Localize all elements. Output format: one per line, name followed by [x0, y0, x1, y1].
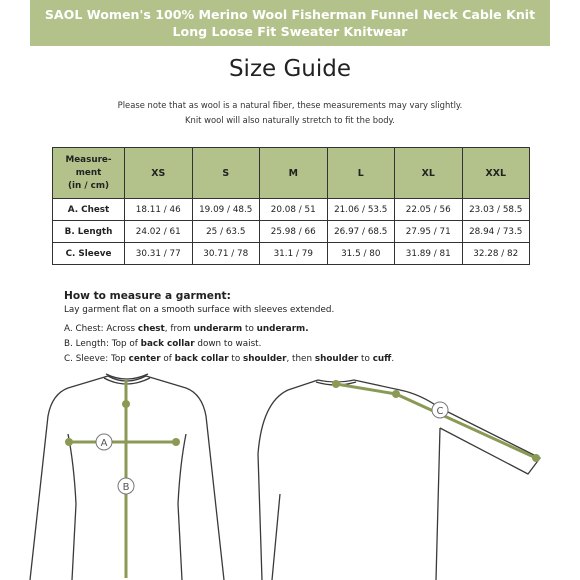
measure-line-length	[118, 380, 134, 578]
table-cell: 30.71 / 78	[192, 243, 260, 265]
instruction-keyword: underarm.	[256, 324, 309, 334]
table-cell: 28.94 / 73.5	[462, 221, 530, 243]
note-line-2: Knit wool will also naturally stretch to fit the body.	[185, 115, 395, 125]
size-header-m: M	[260, 148, 328, 199]
back-sweater-outline	[258, 380, 540, 580]
size-header-xxl: XXL	[462, 148, 530, 199]
instruction-keyword: shoulder	[243, 354, 287, 364]
size-header-xs: XS	[125, 148, 193, 199]
instruction-text: down to waist.	[194, 339, 262, 349]
table-cell: 20.08 / 51	[260, 199, 328, 221]
size-header-l: L	[327, 148, 395, 199]
row-label-length: B. Length	[53, 221, 125, 243]
instruction-keyword: underarm	[193, 324, 243, 334]
measure-line-sleeve	[332, 380, 540, 462]
measurement-note	[0, 98, 580, 128]
corner-line: ment	[75, 167, 102, 178]
size-header-row	[53, 148, 530, 199]
table-cell: 31.1 / 79	[260, 243, 328, 265]
instruction-text: , from	[164, 324, 194, 334]
how-to-heading: How to measure a garment:	[64, 290, 231, 302]
instruction-text: , then	[286, 354, 315, 364]
row-label-sleeve: C. Sleeve	[53, 243, 125, 265]
row-label-chest: A. Chest	[53, 199, 125, 221]
label-c: C	[436, 406, 444, 417]
size-chart-table	[52, 147, 530, 265]
how-to-measure-section	[64, 289, 524, 367]
size-header-xl: XL	[395, 148, 463, 199]
instruction-text: C. Sleeve: Top	[64, 354, 129, 364]
instruction-length	[64, 337, 524, 352]
instruction-text: of	[160, 354, 175, 364]
instruction-keyword: shoulder	[314, 354, 359, 364]
instruction-keyword: cuff	[372, 354, 392, 364]
instruction-text: to	[228, 354, 244, 364]
instruction-keyword: back collar	[174, 354, 229, 364]
label-b: B	[122, 482, 130, 493]
instruction-text: A. Chest: Across	[64, 324, 138, 334]
note-line-1: Please note that as wool is a natural fiber, these measurements may vary slightly.	[117, 100, 463, 110]
corner-line: Measure-	[65, 154, 112, 165]
table-cell: 27.95 / 71	[395, 221, 463, 243]
table-cell: 23.03 / 58.5	[462, 199, 530, 221]
table-cell: 32.28 / 82	[462, 243, 530, 265]
table-cell: 25 / 63.5	[192, 221, 260, 243]
table-cell: 26.97 / 68.5	[327, 221, 395, 243]
table-row	[53, 221, 530, 243]
instruction-chest	[64, 322, 524, 337]
instruction-text: to	[242, 324, 257, 334]
instruction-keyword: back collar	[140, 339, 195, 349]
table-row	[53, 199, 530, 221]
instruction-keyword: center	[128, 354, 161, 364]
measure-line-chest	[65, 434, 180, 450]
instruction-text: B. Length: Top of	[64, 339, 141, 349]
table-cell: 19.09 / 48.5	[192, 199, 260, 221]
page-title: Size Guide	[228, 56, 352, 82]
measurement-unit-header	[53, 148, 125, 199]
product-title-line-2: Long Loose Fit Sweater Knitwear	[172, 24, 408, 39]
instruction-keyword: chest	[137, 324, 165, 334]
table-cell: 18.11 / 46	[125, 199, 193, 221]
table-cell: 21.06 / 53.5	[327, 199, 395, 221]
label-a: A	[100, 438, 108, 449]
instruction-text: .	[391, 354, 395, 364]
table-cell: 31.5 / 80	[327, 243, 395, 265]
corner-line: (in / cm)	[67, 180, 110, 191]
table-row	[53, 243, 530, 265]
table-cell: 24.02 / 61	[125, 221, 193, 243]
size-header-s: S	[192, 148, 260, 199]
table-cell: 31.89 / 81	[395, 243, 463, 265]
instruction-text: to	[358, 354, 373, 364]
product-title-banner	[30, 0, 550, 46]
table-cell: 30.31 / 77	[125, 243, 193, 265]
table-cell: 25.98 / 66	[260, 221, 328, 243]
how-to-intro: Lay garment flat on a smooth surface with sleeves extended.	[64, 305, 335, 315]
table-cell: 22.05 / 56	[395, 199, 463, 221]
garment-measure-diagram	[0, 364, 580, 580]
product-title-line-1: SAOL Women's 100% Merino Wool Fisherman Funnel Neck Cable Knit	[44, 7, 536, 22]
